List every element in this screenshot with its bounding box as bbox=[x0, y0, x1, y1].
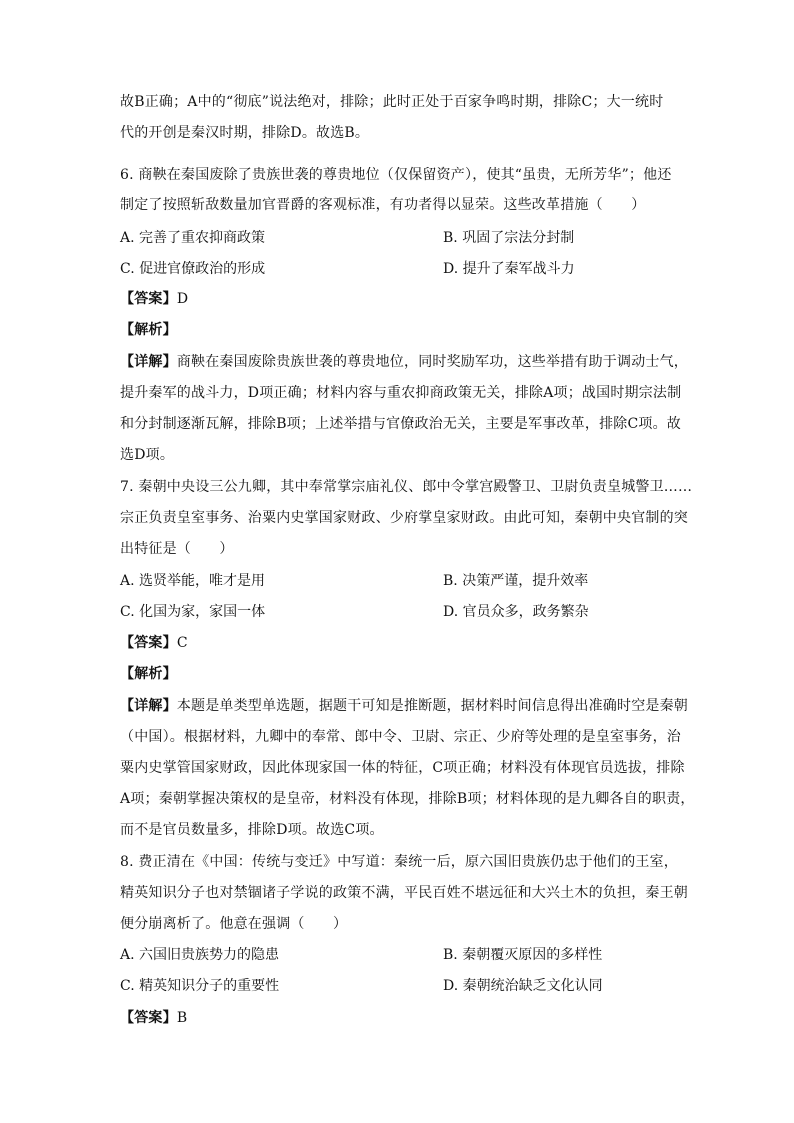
question-8-stem: 精英知识分子也对禁锢诸子学说的政策不满，平民百姓不堪远征和大兴土木的负担，秦王朝 bbox=[120, 885, 688, 901]
answer-value: C bbox=[176, 635, 188, 651]
question-7-stem: 宗正负责皇室事务、治粟内史掌国家财政、少府掌皇家财政。由此可知，秦朝中央官制的突 bbox=[120, 510, 688, 526]
text-line: 代的开创是秦汉时期，排除D。故选B。 bbox=[120, 125, 370, 141]
q7-detail: 【详解】本题是单类型单选题，据题干可知是推断题，据材料时间信息得出准确时空是秦朝 bbox=[120, 698, 689, 714]
q7-option-b: B. 决策严谨，提升效率 bbox=[443, 573, 589, 589]
q7-answer bbox=[120, 633, 680, 653]
answer-value: B bbox=[176, 1010, 188, 1026]
question-6-stem: 制定了按照斩敌数量加官晋爵的客观标准，有功者得以显荣。这些改革措施（ ） bbox=[120, 197, 646, 213]
q7-option-c: C. 化国为家，家国一体 bbox=[120, 604, 266, 620]
q6-option-a: A. 完善了重农抑商政策 bbox=[120, 230, 266, 246]
q7-detail: A项；秦朝掌握决策权的是皇帝，材料没有体现，排除B项；材料体现的是九卿各自的职责， bbox=[120, 791, 695, 807]
q7-detail: 而不是官员数量多，排除D项。故选C项。 bbox=[120, 822, 384, 838]
question-6-stem: 6. 商鞅在秦国废除了贵族世袭的尊贵地位（仅保留资产），使其“虽贵，无所芳华”；他还 bbox=[120, 167, 672, 183]
q7-detail: 粟内史掌管国家财政，因此体现家国一体的特征，C项正确；材料没有体现官员选拔，排除 bbox=[120, 760, 685, 776]
q6-detail: 【详解】商鞅在秦国废除贵族世袭的尊贵地位，同时奖励军功，这些举措有助于调动士气， bbox=[120, 354, 689, 370]
question-7-stem: 7. 秦朝中央设三公九卿，其中奉常掌宗庙礼仪、郎中令掌宫殿警卫、卫尉负责皇城警卫…… bbox=[120, 479, 693, 495]
q6-detail: 和分封制逐渐瓦解，排除B项；上述举措与官僚政治无关，主要是军事改革，排除C项。故 bbox=[120, 416, 681, 432]
q7-analysis-tag: 【解析】 bbox=[120, 666, 177, 682]
answer-value: D bbox=[176, 291, 189, 307]
q6-option-d: D. 提升了秦军战斗力 bbox=[443, 261, 575, 277]
text-line: 故B正确；A中的“彻底”说法绝对，排除；此时正处于百家争鸣时期，排除C；大一统时 bbox=[120, 94, 664, 110]
q8-option-d: D. 秦朝统治缺乏文化认同 bbox=[443, 978, 603, 994]
detail-tag: 【详解】 bbox=[120, 698, 177, 714]
question-8-stem: 8. 费正清在《中国：传统与变迁》中写道：秦统一后，原六国旧贵族仍忠于他们的王室， bbox=[120, 854, 679, 870]
q6-option-b: B. 巩固了宗法分封制 bbox=[443, 230, 575, 246]
q7-option-d: D. 官员众多，政务繁杂 bbox=[443, 604, 589, 620]
q8-option-c: C. 精英知识分子的重要性 bbox=[120, 978, 280, 994]
answer-tag: 【答案】 bbox=[120, 291, 177, 307]
q8-option-a: A. 六国旧贵族势力的隐患 bbox=[120, 947, 280, 963]
q6-option-c: C. 促进官僚政治的形成 bbox=[120, 261, 266, 277]
q6-analysis-tag: 【解析】 bbox=[120, 322, 177, 338]
q6-detail: 选D项。 bbox=[120, 447, 175, 463]
answer-tag: 【答案】 bbox=[120, 635, 177, 651]
question-8-stem: 便分崩离析了。他意在强调（ ） bbox=[120, 916, 348, 932]
answer-tag: 【答案】 bbox=[120, 1010, 177, 1026]
q7-detail: （中国）。根据材料，九卿中的奉常、郎中令、卫尉、宗正、少府等处理的是皇室事务，治 bbox=[120, 729, 681, 745]
detail-tag: 【详解】 bbox=[120, 354, 177, 370]
q6-detail: 提升秦军的战斗力，D项正确；材料内容与重农抑商政策无关，排除A项；战国时期宗法制 bbox=[120, 385, 682, 401]
q8-option-b: B. 秦朝覆灭原因的多样性 bbox=[443, 947, 603, 963]
question-7-stem: 出特征是（ ） bbox=[120, 541, 234, 557]
q8-answer bbox=[120, 1008, 680, 1028]
q6-answer bbox=[120, 289, 680, 309]
q7-option-a: A. 选贤举能，唯才是用 bbox=[120, 573, 266, 589]
